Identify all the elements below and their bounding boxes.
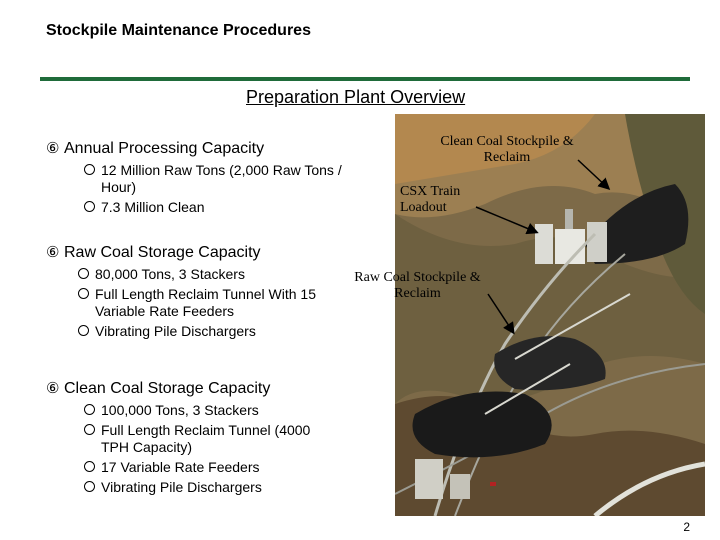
list-item: Vibrating Pile Dischargers: [78, 323, 338, 340]
arrow-csx-loadout: [476, 207, 536, 232]
page-number: 2: [683, 520, 690, 534]
list-item: 17 Variable Rate Feeders: [84, 459, 314, 476]
arrow-clean-coal: [578, 160, 608, 188]
list-item: Full Length Reclaim Tunnel With 15 Variable Rate Feeders: [78, 286, 338, 320]
presentation-title: Stockpile Maintenance Procedures: [46, 22, 311, 39]
section-bullet-icon: ⑥: [46, 380, 60, 397]
list-item: 12 Million Raw Tons (2,000 Raw Tons / Hour): [84, 162, 344, 196]
section-heading: Clean Coal Storage Capacity: [64, 380, 271, 397]
list-item: 80,000 Tons, 3 Stackers: [78, 266, 338, 283]
list-item: Full Length Reclaim Tunnel (4000 TPH Capacity): [84, 422, 314, 456]
section-heading: Annual Processing Capacity: [64, 140, 265, 157]
label-csx-train-loadout: CSX Train Loadout: [400, 184, 461, 215]
section-bullet-icon: ⑥: [46, 244, 60, 261]
arrow-raw-coal: [488, 294, 513, 332]
list-item: Vibrating Pile Dischargers: [84, 479, 314, 496]
list-item: 100,000 Tons, 3 Stackers: [84, 402, 314, 419]
label-raw-coal-stockpile: Raw Coal Stockpile & Reclaim: [354, 270, 481, 301]
section-heading: Raw Coal Storage Capacity: [64, 244, 261, 261]
label-clean-coal-stockpile: Clean Coal Stockpile & Reclaim: [440, 134, 574, 165]
slide-title: Preparation Plant Overview: [246, 87, 466, 107]
section-bullet-icon: ⑥: [46, 140, 60, 157]
list-item: 7.3 Million Clean: [84, 199, 344, 216]
